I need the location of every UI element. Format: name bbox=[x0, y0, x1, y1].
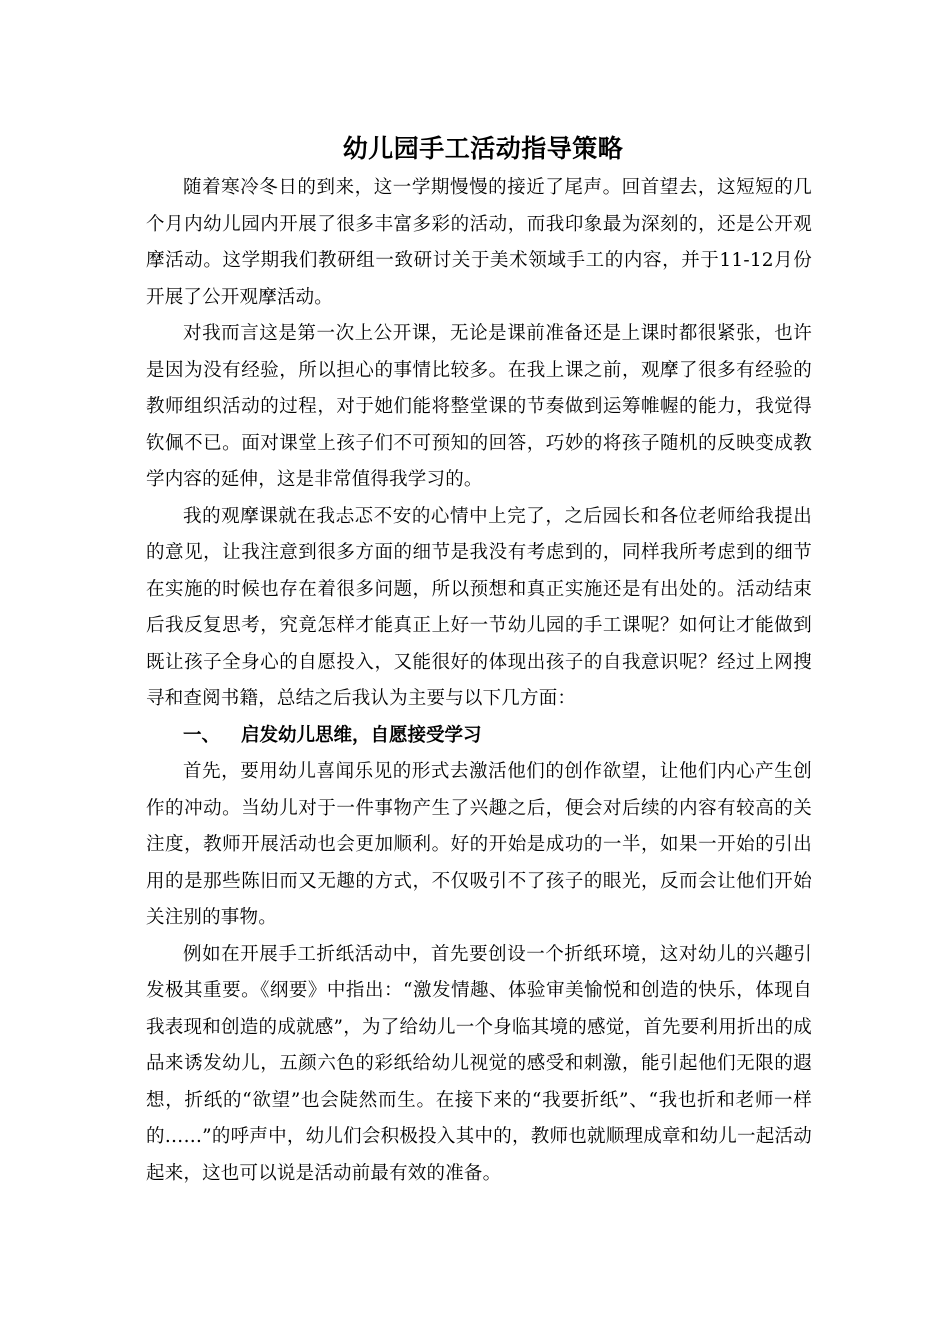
document-body bbox=[146, 128, 812, 1192]
section-heading bbox=[146, 718, 812, 755]
paragraph: 例如在开展手工折纸活动中，首先要创设一个折纸环境，这对幼儿的兴趣引发极其重要。《纲要》中指出：“激发情趣、体验审美愉悦和创造的快乐，体现自我表现和创造的成就感”，为了给幼儿一个身临其境的感觉，首先要利用折出的成品来诱发幼儿，五颜六色的彩纸给幼儿视觉的感受和刺激，能引起他们无限的遐想，折纸的“欲望”也会陡然而生。在接下来的“我要折纸”、“我也折和老师一样的……”的呼声中，幼儿们会积极投入其中的，教师也就顺理成章和幼儿一起活动起来，这也可以说是活动前最有效的准备。 bbox=[146, 943, 812, 1184]
paragraph: 我的观摩课就在我忐忑不安的心情中上完了，之后园长和各位老师给我提出的意见，让我注意到很多方面的细节是我没有考虑到的，同样我所考虑到的细节在实施的时候也存在着很多问题，所以预想和真正实施还是有出处的。活动结束后我反复思考，究竟怎样才能真正上好一节幼儿园的手工课呢？如何让才能做到既让孩子全身心的自愿投入，又能很好的体现出孩子的自我意识呢？经过上网搜寻和查阅书籍，总结之后我认为主要与以下几方面： bbox=[146, 505, 812, 709]
paragraph: 随着寒冷冬日的到来，这一学期慢慢的接近了尾声。回首望去，这短短的几个月内幼儿园内开展了很多丰富多彩的活动，而我印象最为深刻的，还是公开观摩活动。这学期我们教研组一致研讨关于美术领域手工的内容，并于11-12月份开展了公开观摩活动。 bbox=[146, 177, 812, 308]
document-title: 幼儿园手工活动指导策略 bbox=[342, 134, 624, 163]
paragraph: 首先，要用幼儿喜闻乐见的形式去激活他们的创作欲望，让他们内心产生创作的冲动。当幼儿对于一件事物产生了兴趣之后，便会对后续的内容有较高的关注度，教师开展活动也会更加顺利。好的开始是成功的一半，如果一开始的引出用的是那些陈旧而又无趣的方式，不仅吸引不了孩子的眼光，反而会让他们开始关注别的事物。 bbox=[146, 761, 812, 928]
section-heading-text: 启发幼儿思维，自愿接受学习 bbox=[241, 724, 482, 746]
section-number: 一、 bbox=[183, 724, 221, 746]
paragraph: 对我而言这是第一次上公开课，无论是课前准备还是上课时都很紧张，也许是因为没有经验，所以担心的事情比较多。在我上课之前，观摩了很多有经验的教师组织活动的过程，对于她们能将整堂课的节奏做到运筹帷幄的能力，我觉得钦佩不已。面对课堂上孩子们不可预知的回答，巧妙的将孩子随机的反映变成教学内容的延伸，这是非常值得我学习的。 bbox=[146, 323, 812, 490]
